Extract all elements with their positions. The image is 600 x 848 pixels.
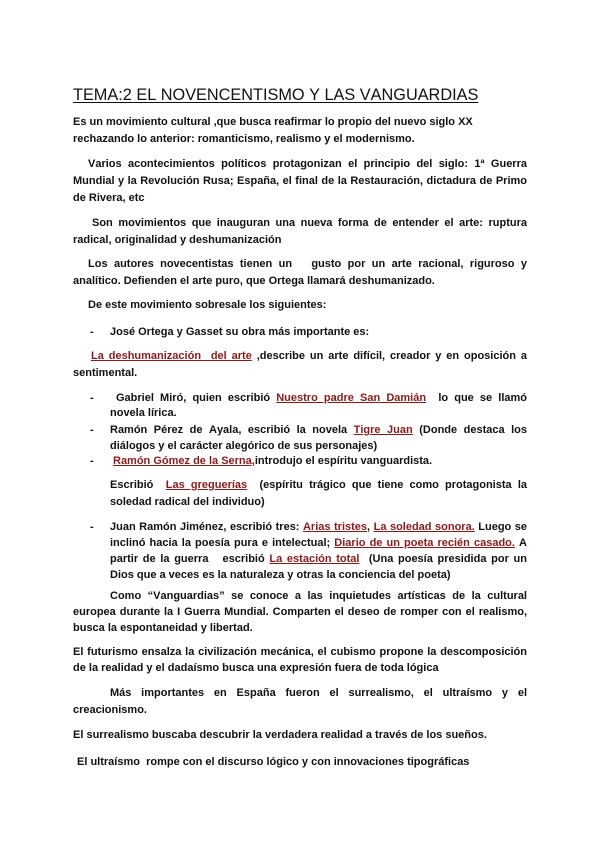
paragraph-text: Escribió <box>110 479 166 491</box>
list-item-text: introdujo el espíritu vanguardista. <box>254 455 433 467</box>
list-bullet: - <box>90 392 94 404</box>
work-link-las-greguerias[interactable]: Las greguerías <box>165 479 248 491</box>
list-item-miro <box>90 391 528 421</box>
list-item-text: lo que se llamó novela lírica. <box>110 392 528 419</box>
greguerias-paragraph <box>110 477 527 511</box>
list-item-text: José Ortega y Gasset su obra más importante es: <box>110 326 370 338</box>
list-item-juan-ramon-jimenez <box>90 519 528 583</box>
list-item-text: , <box>367 521 374 533</box>
ortega-work-paragraph <box>73 348 527 382</box>
list-bullet: - <box>90 455 94 467</box>
intro-paragraph: Es un movimiento cultural ,que busca reafirmar lo propio del nuevo siglo XX rechazando lo anterior: romanticismo, realismo y el modernismo. <box>73 116 473 145</box>
list-item-text: Ramón Pérez de Ayala, escribió la novela <box>110 424 354 436</box>
list-bullet: - <box>90 424 94 436</box>
list-item-gomez-de-la-serna <box>90 453 527 469</box>
vanguardias-paragraph: Como “Vanguardias” se conoce a las inquietudes artísticas de la cultural europea durante la I Guerra Mundial. Comparten el deseo de romper con el realismo, busca la espontaneidad y libertad. <box>73 590 527 634</box>
list-item-perez-de-ayala <box>90 422 528 454</box>
list-item-text: (Donde destaca los diálogos y el carácter alegórico de sus personajes) <box>110 424 528 452</box>
page-title: TEMA:2 EL NOVENCENTISMO Y LAS VANGUARDIAS <box>73 86 479 104</box>
work-link-la-estacion-total[interactable]: La estación total <box>269 553 360 565</box>
list-item-text: Luego se inclinó hacia la poesía pura e intelectual; <box>110 521 528 549</box>
work-link-tigre-juan[interactable]: Tigre Juan <box>353 424 413 436</box>
new-art-paragraph: Son movimientos que inauguran una nueva forma de entender el arte: ruptura radical, originalidad y deshumanización <box>73 217 527 246</box>
list-item-text: Juan Ramón Jiménez, escribió tres: <box>110 521 303 533</box>
work-link-deshumanizacion[interactable]: La deshumanización del arte <box>91 350 252 362</box>
espana-paragraph: Más importantes en España fueron el surrealismo, el ultraísmo y el creacionismo. <box>73 687 527 716</box>
list-item-text: Gabriel Miró, quien escribió <box>116 392 277 404</box>
work-link-la-soledad-sonora[interactable]: La soledad sonora. <box>373 521 475 533</box>
list-item-text: (Una poesía presidida por un Dios que a veces es la naturaleza y otras la conciencia del poeta) <box>110 553 527 581</box>
futurismo-paragraph: El futurismo ensalza la civilización mecánica, el cubismo propone la descomposición de la realidad y el dadaísmo busca una expresión fuera de toda lógica <box>73 646 527 674</box>
work-link-nuestro-padre-san-damian[interactable]: Nuestro padre San Damián <box>276 392 427 404</box>
surrealismo-paragraph: El surrealismo buscaba descubrir la verdadera realidad a través de los sueños. <box>73 729 487 741</box>
paragraph-text: (espíritu trágico que tiene como protagonista la soledad radical del individuo) <box>110 479 527 508</box>
author-link-gomez-de-la-serna[interactable]: Ramón Gómez de la Serna, <box>113 455 255 467</box>
authors-intro-paragraph: De este movimiento sobresale los siguientes: <box>88 299 327 311</box>
work-link-arias-tristes[interactable]: Arias tristes <box>302 521 368 533</box>
list-bullet: - <box>90 326 94 338</box>
ultraismo-paragraph: El ultraísmo rompe con el discurso lógico y con innovaciones tipográficas <box>77 756 470 768</box>
work-description: ,describe un arte difícil, creador y en oposición a sentimental. <box>73 350 527 379</box>
list-item-text: A partir de la guerra escribió <box>110 537 527 565</box>
historical-context-paragraph: Varios acontecimientos políticos protagonizan el principio del siglo: 1ª Guerra Mundial y la Revolución Rusa; España, el final de la Restauración, dictadura de Primo de Rivera, etc <box>73 158 527 204</box>
list-bullet: - <box>90 521 94 533</box>
novecentistas-paragraph: Los autores novecentistas tienen un gusto por un arte racional, riguroso y analítico. Defienden el arte puro, que Ortega llamará deshumanizado. <box>73 258 527 287</box>
work-link-diario-de-un-poeta[interactable]: Diario de un poeta recién casado. <box>334 537 515 549</box>
list-item-ortega <box>90 324 527 341</box>
